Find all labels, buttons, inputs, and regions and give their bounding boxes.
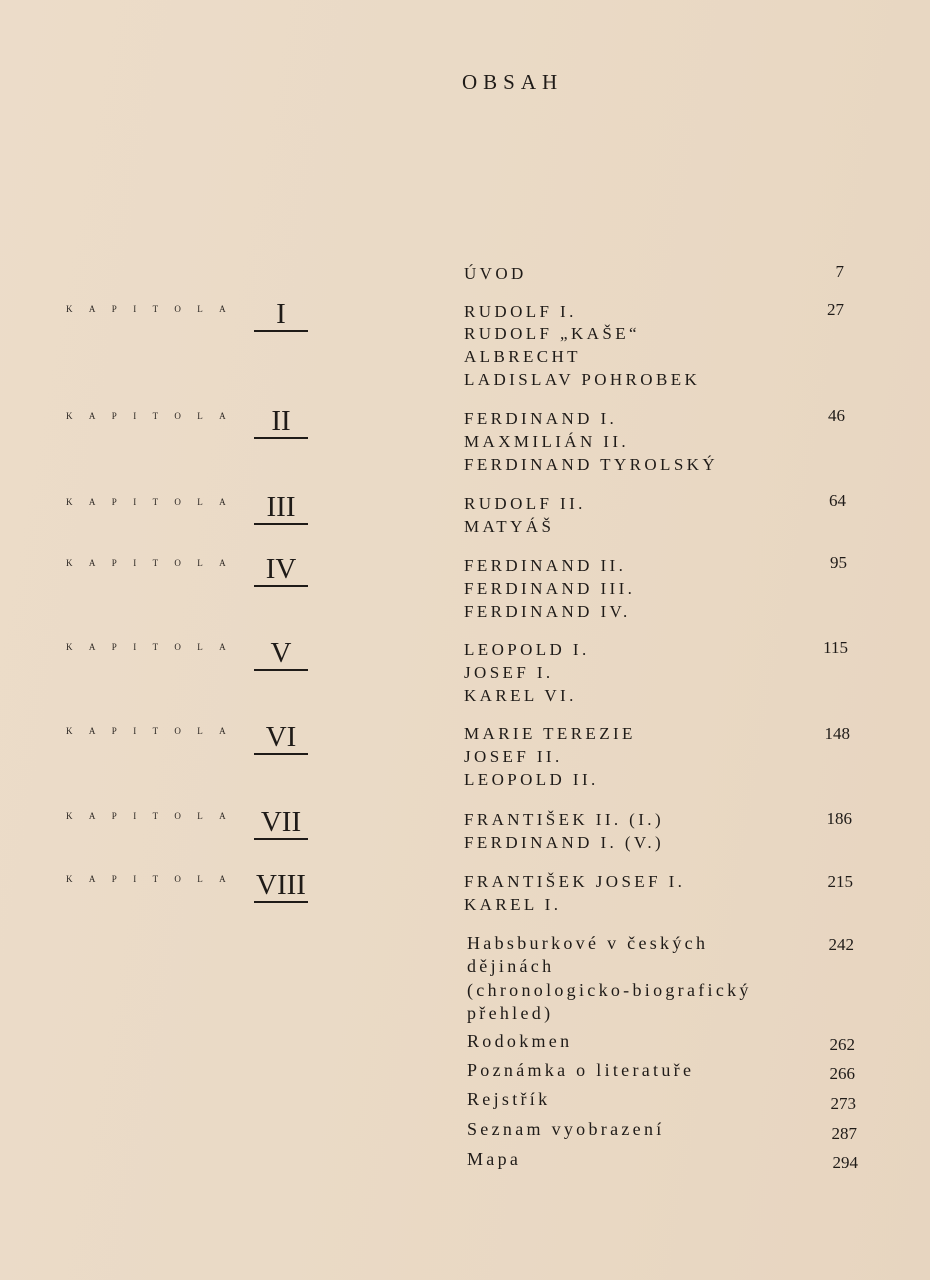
- back-matter-page: 266: [829, 1064, 855, 1083]
- chapter-page: 215: [827, 872, 853, 891]
- chapter-numeral: III: [254, 491, 308, 525]
- back-matter-title: Rejstřík: [467, 1089, 551, 1109]
- chapter-label: KAPITOLA: [66, 874, 243, 884]
- ruler-name: JOSEF II.: [464, 747, 563, 766]
- ruler-name: MATYÁŠ: [464, 517, 555, 536]
- ruler-name: FRANTIŠEK JOSEF I.: [464, 872, 686, 891]
- chapter-label: KAPITOLA: [66, 726, 243, 736]
- back-matter-page: 262: [829, 1035, 855, 1054]
- ruler-name: MAXMILIÁN II.: [464, 432, 630, 451]
- chapter-numeral: I: [254, 298, 308, 332]
- chapter-numeral: II: [254, 405, 308, 439]
- back-matter-page: 294: [832, 1153, 858, 1172]
- ruler-name: KAREL VI.: [464, 686, 577, 705]
- ruler-name: FERDINAND I. (V.): [464, 833, 665, 852]
- ruler-name: FERDINAND TYROLSKÝ: [464, 455, 719, 474]
- ruler-name: LEOPOLD II.: [464, 770, 599, 789]
- back-matter-title: Poznámka o literatuře: [467, 1060, 695, 1080]
- chapter-numeral: VI: [254, 721, 308, 755]
- intro-page: 7: [835, 262, 844, 281]
- back-matter-title: Rodokmen: [467, 1031, 573, 1051]
- chapter-label: KAPITOLA: [66, 811, 243, 821]
- back-matter-title: dějinách: [467, 956, 555, 976]
- ruler-name: JOSEF I.: [464, 663, 554, 682]
- chapter-page: 186: [826, 809, 852, 828]
- back-matter-page: 287: [831, 1124, 857, 1143]
- ruler-name: FRANTIŠEK II. (I.): [464, 810, 665, 829]
- ruler-name: RUDOLF II.: [464, 494, 586, 513]
- back-matter-title: Seznam vyobrazení: [467, 1119, 665, 1139]
- back-matter-title: (chronologicko-biografický: [467, 980, 752, 1000]
- intro-title: ÚVOD: [464, 264, 527, 283]
- page-title: OBSAH: [462, 70, 564, 94]
- back-matter-title: přehled): [467, 1003, 554, 1023]
- back-matter-title: Mapa: [467, 1149, 522, 1169]
- ruler-name: RUDOLF I.: [464, 302, 577, 321]
- chapter-numeral: V: [254, 637, 308, 671]
- ruler-name: FERDINAND I.: [464, 409, 618, 428]
- chapter-page: 46: [828, 406, 845, 425]
- chapter-page: 95: [830, 553, 847, 572]
- ruler-name: FERDINAND III.: [464, 579, 636, 598]
- chapter-page: 64: [829, 491, 846, 510]
- chapter-page: 148: [824, 724, 850, 743]
- chapter-label: KAPITOLA: [66, 558, 243, 568]
- ruler-name: LEOPOLD I.: [464, 640, 590, 659]
- ruler-name: FERDINAND II.: [464, 556, 627, 575]
- chapter-page: 115: [823, 638, 848, 657]
- ruler-name: MARIE TEREZIE: [464, 724, 636, 743]
- ruler-name: ALBRECHT: [464, 347, 581, 366]
- ruler-name: LADISLAV POHROBEK: [464, 370, 701, 389]
- chapter-label: KAPITOLA: [66, 411, 243, 421]
- back-matter-page: 273: [830, 1094, 856, 1113]
- ruler-name: RUDOLF „KAŠE“: [464, 324, 640, 343]
- chapter-numeral: VII: [254, 806, 308, 840]
- ruler-name: KAREL I.: [464, 895, 562, 914]
- chapter-numeral: IV: [254, 553, 308, 587]
- chapter-label: KAPITOLA: [66, 497, 243, 507]
- ruler-name: FERDINAND IV.: [464, 602, 631, 621]
- chapter-label: KAPITOLA: [66, 304, 243, 314]
- back-matter-title: Habsburkové v českých: [467, 933, 709, 953]
- back-matter-page: 242: [828, 935, 854, 954]
- chapter-numeral: VIII: [254, 869, 308, 903]
- chapter-page: 27: [827, 300, 844, 319]
- chapter-label: KAPITOLA: [66, 642, 243, 652]
